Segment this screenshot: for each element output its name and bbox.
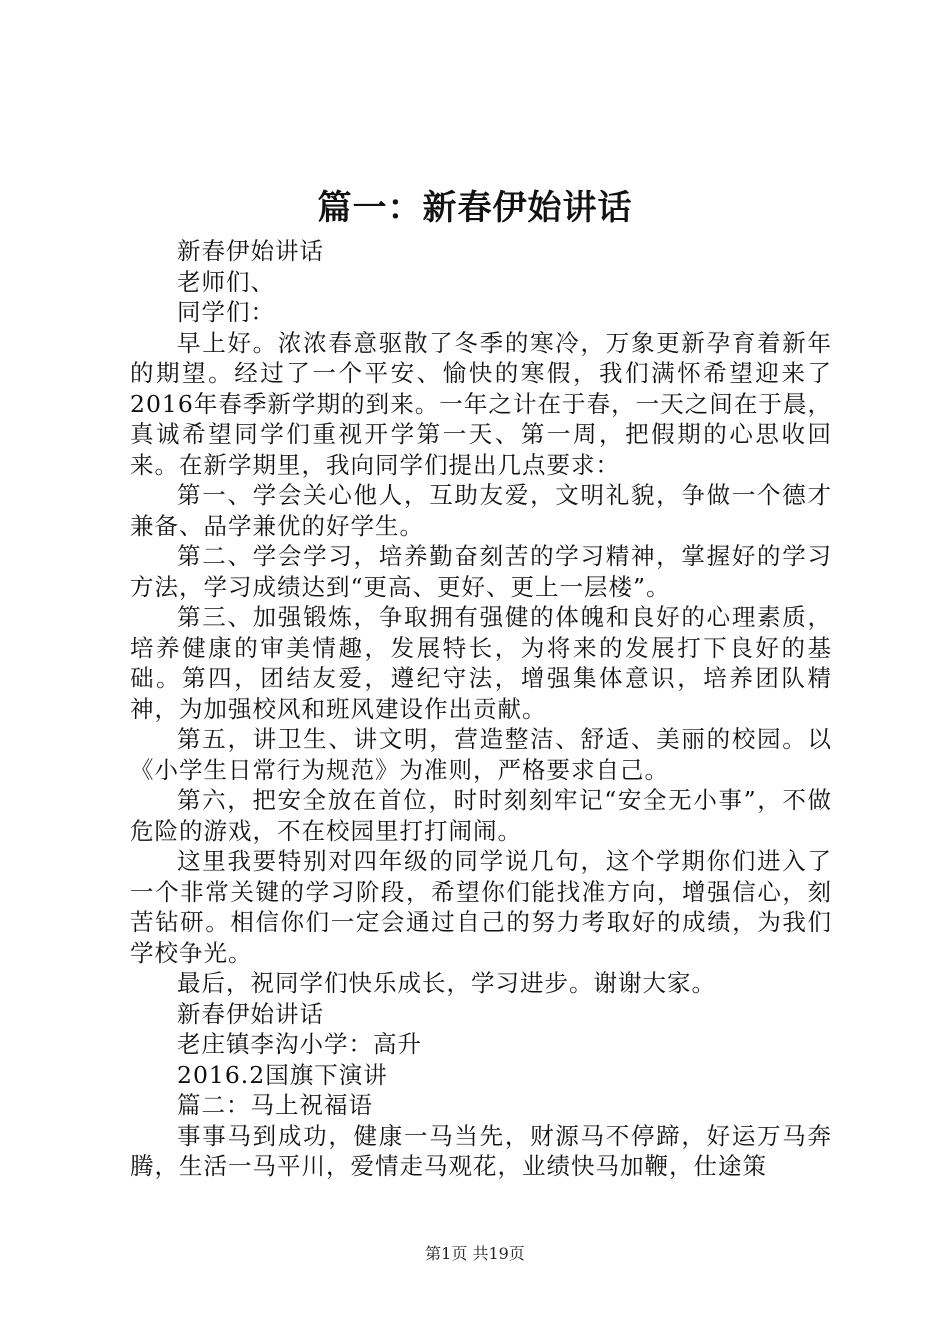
page-footer: 第1页 共19页: [425, 1244, 525, 1263]
document-title: 篇一：新春伊始讲话: [317, 188, 633, 228]
paragraph-point-1: 第一、学会关心他人，互助友爱，文明礼貌，争做一个德才兼备、品学兼优的好学生。: [130, 481, 832, 540]
paragraph-point-5: 第五，讲卫生、讲文明，营造整洁、舒适、美丽的校园。以《小学生日常行为规范》为准则，严格要求自己。: [130, 725, 832, 784]
paragraph-point-3-4: 第三、加强锻炼，争取拥有强健的体魄和良好的心理素质，培养健康的审美情趣，发展特长，为将来的发展打下良好的基础。第四，团结友爱，遵纪守法，增强集体意识，培养团队精神，为加强校风和班风建设作出贡献。: [130, 603, 832, 723]
paragraph-point-6: 第六，把安全放在首位，时时刻刻牢记“安全无小事”，不做危险的游戏，不在校园里打打闹闹。: [130, 786, 832, 845]
paragraph-salutation-students: 同学们：: [177, 298, 275, 326]
paragraph-section-two-text: 事事马到成功，健康一马当先，财源马不停蹄，好运万马奔腾，生活一马平川，爱情走马观花，业绩快马加鞭，仕途策: [130, 1121, 832, 1180]
paragraph-section-two-heading: 篇二：马上祝福语: [177, 1091, 373, 1119]
document-body: [130, 236, 832, 1182]
paragraph-signature-title: 新春伊始讲话: [177, 999, 324, 1028]
paragraph-grade-four: 这里我要特别对四年级的同学说几句，这个学期你们进入了一个非常关键的学习阶段，希望你们能找准方向，增强信心，刻苦钻研。相信你们一定会通过自己的努力考取好的成绩，为我们学校争光。: [130, 847, 832, 967]
paragraph-signature-author: 老庄镇李沟小学：高升: [177, 1030, 422, 1058]
paragraph-closing: 最后，祝同学们快乐成长，学习进步。谢谢大家。: [177, 969, 716, 997]
paragraph-signature-date: 2016.2国旗下演讲: [177, 1060, 388, 1089]
paragraph-heading: 新春伊始讲话: [177, 237, 324, 265]
paragraph-salutation-teachers: 老师们、: [177, 267, 275, 296]
paragraph-point-2: 第二、学会学习，培养勤奋刻苦的学习精神，掌握好的学习方法，学习成绩达到“更高、更好、更上一层楼”。: [130, 542, 832, 601]
paragraph-greeting: 早上好。浓浓春意驱散了冬季的寒冷，万象更新孕育着新年的期望。经过了一个平安、愉快的寒假，我们满怀希望迎来了2016年春季新学期的到来。一年之计在于春，一天之间在于晨，真诚希望同学们重视开学第一天、第一周，把假期的心思收回来。在新学期里，我向同学们提出几点要求：: [130, 328, 832, 479]
